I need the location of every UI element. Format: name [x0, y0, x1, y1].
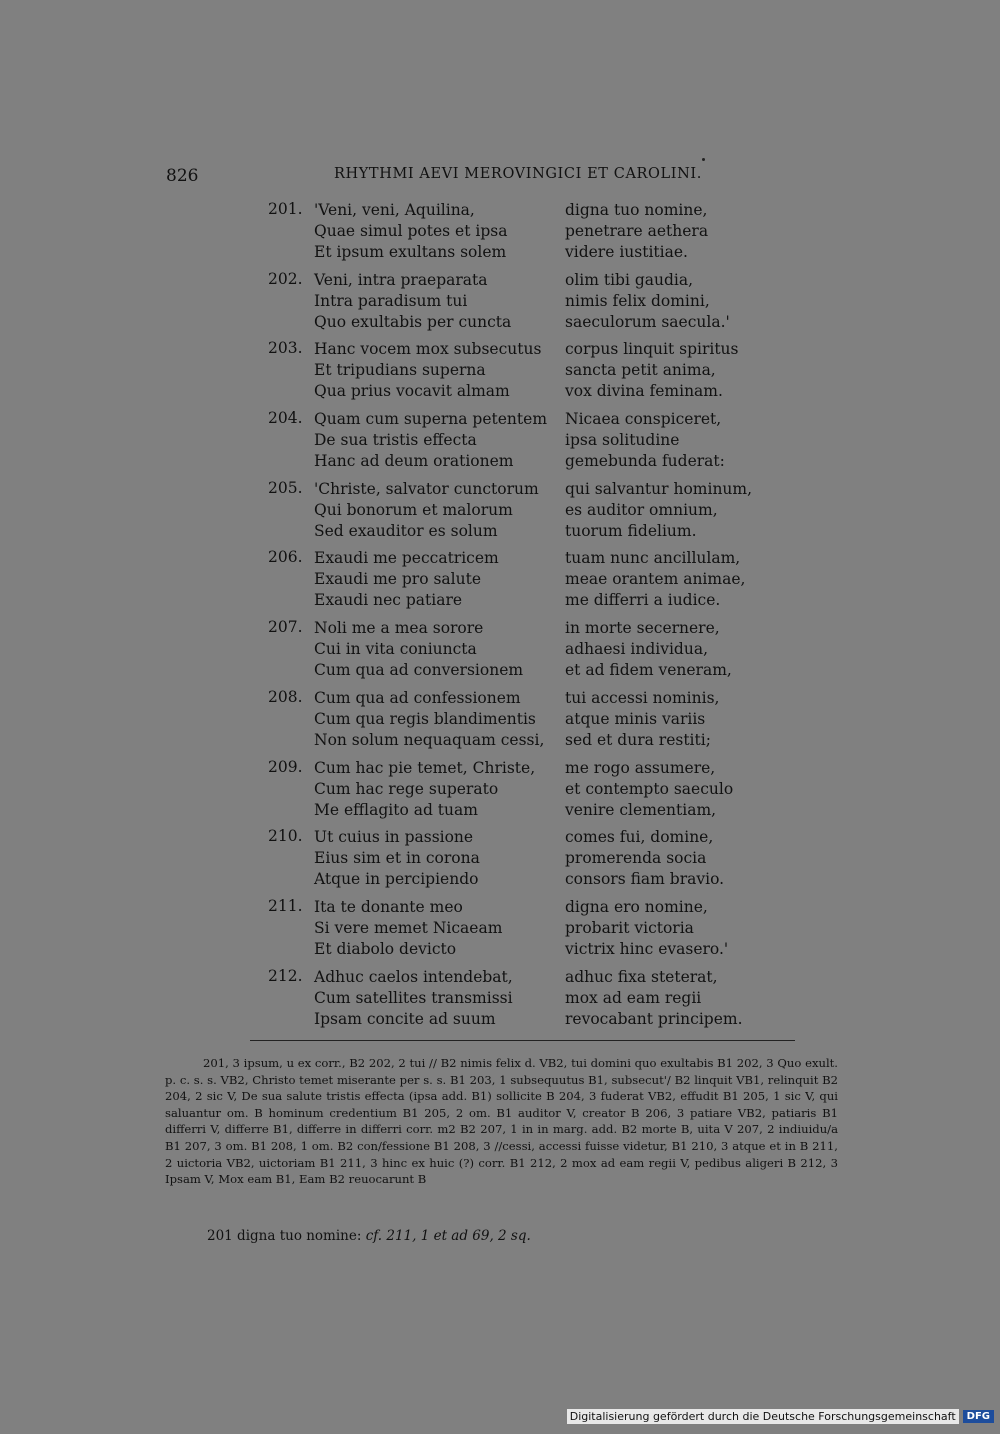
verse-left: Cum hac rege superato [314, 779, 499, 798]
stanza-number: 202. [268, 269, 303, 288]
stanza-number: 208. [268, 687, 303, 706]
poem-body [268, 200, 828, 1036]
stanza [268, 270, 828, 340]
page-number: 826 [166, 166, 199, 186]
stanza [268, 618, 828, 688]
verse-left: Cum qua ad confessionem [314, 688, 521, 707]
stanza [268, 688, 828, 758]
stanza-number: 210. [268, 827, 303, 846]
verse-right: venire clementiam, [565, 800, 717, 819]
verse-right: tuorum fidelium. [565, 521, 697, 540]
verse-right: et ad fidem veneram, [565, 661, 732, 680]
verse-right: mox ad eam regii [565, 988, 702, 1007]
footnote-divider [250, 1040, 795, 1041]
verse-left: Et ipsum exultans solem [314, 243, 507, 261]
verse-left: Quo exultabis per cuncta [314, 312, 512, 331]
verse-left: De sua tristis effecta [314, 431, 477, 450]
verse-left: Ita te donante meo [314, 897, 463, 916]
verse-right: revocabant principem. [565, 1009, 743, 1028]
verse-left: Exaudi me peccatricem [314, 549, 499, 568]
verse-left: Exaudi nec patiare [314, 591, 463, 610]
verse-left: Si vere memet Nicaeam [314, 918, 503, 937]
verse-left: Adhuc caelos intendebat, [314, 967, 513, 986]
verse-right: digna ero nomine, [565, 897, 708, 916]
verse-left: Cum hac pie temet, Christe, [314, 758, 536, 777]
verse-left: Atque in percipiendo [314, 870, 479, 889]
verse-right: tui accessi nominis, [565, 688, 720, 707]
verse-left: Cui in vita coniuncta [314, 640, 477, 659]
stanza [268, 758, 828, 828]
verse-left: Exaudi me pro salute [314, 570, 482, 589]
verse-right: et contempto saeculo [565, 779, 734, 798]
verse-right: digna tuo nomine, [565, 201, 708, 219]
verse-left: Et diabolo devicto [314, 939, 457, 958]
stanza-number: 203. [268, 339, 303, 358]
verse-right: saeculorum saecula.' [565, 312, 730, 331]
verse-right: es auditor omnium, [565, 500, 718, 519]
verse-right: consors fiam bravio. [565, 870, 725, 889]
verse-right: me differri a iudice. [565, 591, 721, 610]
stanza-number: 204. [268, 409, 303, 428]
dfg-logo: DFG [963, 1410, 994, 1423]
stanza [268, 339, 828, 409]
verse-left: Quae simul potes et ipsa [314, 222, 508, 240]
stanza [268, 479, 828, 549]
verse-left: Qui bonorum et malorum [314, 500, 513, 519]
verse-right: meae orantem animae, [565, 570, 746, 589]
stanza [268, 827, 828, 897]
verse-right: sed et dura restiti; [565, 730, 711, 749]
funding-banner [567, 1409, 994, 1424]
verse-left: Veni, intra praeparata [314, 270, 488, 289]
verse-left: Cum satellites transmissi [314, 988, 513, 1007]
running-title: RHYTHMI AEVI MEROVINGICI ET CAROLINI. [334, 166, 702, 182]
verse-right: vox divina feminam. [565, 382, 723, 401]
verse-right: ipsa solitudine [565, 431, 680, 450]
verse-left: Me efflagito ad tuam [314, 800, 478, 819]
verse-right: corpus linquit spiritus [565, 340, 739, 359]
verse-right: olim tibi gaudia, [565, 270, 694, 289]
verse-left: Hanc ad deum orationem [314, 452, 514, 471]
stanza-number: 207. [268, 618, 303, 637]
verse-right: atque minis variis [565, 709, 706, 728]
verse-left: Qua prius vocavit almam [314, 382, 510, 401]
stanza [268, 200, 828, 270]
source-note [207, 1228, 531, 1244]
verse-right: adhaesi individua, [565, 640, 709, 659]
verse-left: Intra paradisum tui [314, 291, 468, 310]
stanza [268, 548, 828, 618]
stanza-number: 212. [268, 966, 303, 985]
stanza-number: 206. [268, 548, 303, 567]
note-text: cf. 211, 1 et ad 69, 2 sq. [365, 1228, 531, 1244]
verse-right: victrix hinc evasero.' [565, 939, 729, 958]
stanza [268, 897, 828, 967]
verse-left: Ipsam concite ad suum [314, 1009, 496, 1028]
verse-left: 'Christe, salvator cunctorum [314, 479, 539, 498]
verse-left: Sed exauditor es solum [314, 521, 498, 540]
verse-right: promerenda socia [565, 849, 707, 868]
verse-left: Cum qua ad conversionem [314, 661, 524, 680]
verse-right: in morte secernere, [565, 619, 720, 638]
verse-left: 'Veni, veni, Aquilina, [314, 201, 475, 219]
funding-text: Digitalisierung gefördert durch die Deutsche Forschungsgemeinschaft [567, 1409, 959, 1424]
verse-left: Noli me a mea sorore [314, 619, 484, 638]
apparatus-text: 201, 3 ipsum, u ex corr., B2 202, 2 tui // B2 nimis felix d. VB2, tui domini quo exultabis B1 202, 3 Quo exult. p. c. s. s. VB2, Christo temet miserante per s. s. B1 203, 1 subsequutus B1, subsecut'/ B2 linquit VB1, relinquit B2 204, 2 sic V, De sua salute tristis effecta (ipsa add. B1) sollicite B 204, 3 fuderat VB2, effudit B1 205, 1 sic V, qui saluantur om. B hominum credentium B1 205, 2 om. B1 auditor V, creator B 206, 3 patiare VB2, patiaris B1 differri V, differre B1, differre in differri corr. m2 B2 207, 1 in in marg. add. B2 morte B, uita V 207, 2 indiuidu/a B1 207, 3 om. B1 208, 1 om. B2 con/fessione B1 208, 3 //cessi, accessi fuisse videtur, B1 210, 3 atque et in B 211, 2 uictoria VB2, uictoriam B1 211, 3 hinc ex huic (?) corr. B1 212, 2 mox ad eam regii V, pedibus aligeri B 212, 3 Ipsam V, Mox eam B1, Eam B2 reuocarunt B [165, 1056, 838, 1187]
verse-right: probarit victoria [565, 918, 694, 937]
verse-left: Et tripudians superna [314, 361, 486, 380]
stanza-number: 209. [268, 757, 303, 776]
verse-right: videre iustitiae. [565, 243, 688, 261]
verse-right: qui salvantur hominum, [565, 479, 753, 498]
verse-left: Eius sim et in corona [314, 849, 480, 868]
stanza-number: 211. [268, 896, 303, 915]
verse-right: sancta petit anima, [565, 361, 716, 380]
stanza-number: 201. [268, 200, 303, 218]
verse-left: Quam cum superna petentem [314, 410, 548, 429]
verse-left: Hanc vocem mox subsecutus [314, 340, 542, 359]
verse-right: penetrare aethera [565, 222, 709, 240]
stanza [268, 409, 828, 479]
stanza [268, 967, 828, 1037]
verse-right: comes fui, domine, [565, 828, 714, 847]
verse-left: Ut cuius in passione [314, 828, 474, 847]
verse-right: gemebunda fuderat: [565, 452, 725, 471]
critical-apparatus [165, 1055, 838, 1188]
note-reference: 201 digna tuo nomine: [207, 1228, 362, 1244]
verse-right: adhuc fixa steterat, [565, 967, 718, 986]
verse-left: Cum qua regis blandimentis [314, 709, 536, 728]
verse-right: Nicaea conspiceret, [565, 410, 722, 429]
stanza-number: 205. [268, 478, 303, 497]
verse-right: me rogo assumere, [565, 758, 716, 777]
verse-left: Non solum nequaquam cessi, [314, 730, 545, 749]
header-dot [702, 158, 705, 161]
verse-right: nimis felix domini, [565, 291, 710, 310]
verse-right: tuam nunc ancillulam, [565, 549, 741, 568]
